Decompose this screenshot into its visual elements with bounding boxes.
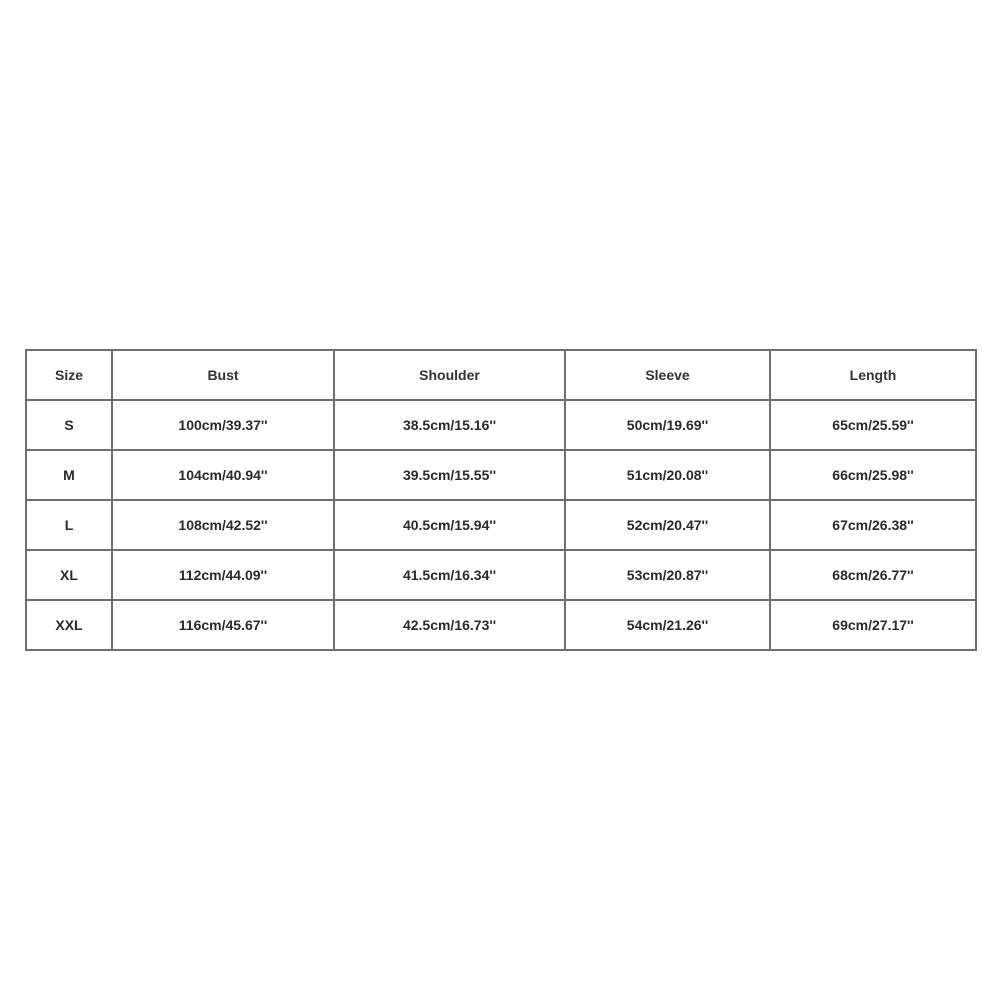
- cell-sleeve: 54cm/21.26'': [565, 600, 770, 650]
- table-header-row: [26, 350, 976, 400]
- cell-size: XXL: [26, 600, 112, 650]
- cell-sleeve: 53cm/20.87'': [565, 550, 770, 600]
- cell-length: 66cm/25.98'': [770, 450, 976, 500]
- table-row: [26, 400, 976, 450]
- cell-shoulder: 38.5cm/15.16'': [334, 400, 565, 450]
- header-bust: Bust: [112, 350, 334, 400]
- table-row: [26, 500, 976, 550]
- cell-length: 69cm/27.17'': [770, 600, 976, 650]
- table-row: [26, 600, 976, 650]
- cell-bust: 116cm/45.67'': [112, 600, 334, 650]
- cell-length: 65cm/25.59'': [770, 400, 976, 450]
- cell-length: 67cm/26.38'': [770, 500, 976, 550]
- cell-sleeve: 50cm/19.69'': [565, 400, 770, 450]
- cell-sleeve: 52cm/20.47'': [565, 500, 770, 550]
- cell-bust: 108cm/42.52'': [112, 500, 334, 550]
- cell-size: S: [26, 400, 112, 450]
- cell-size: M: [26, 450, 112, 500]
- cell-size: XL: [26, 550, 112, 600]
- cell-shoulder: 39.5cm/15.55'': [334, 450, 565, 500]
- table-row: [26, 450, 976, 500]
- cell-sleeve: 51cm/20.08'': [565, 450, 770, 500]
- header-size: Size: [26, 350, 112, 400]
- table-row: [26, 550, 976, 600]
- cell-shoulder: 41.5cm/16.34'': [334, 550, 565, 600]
- header-length: Length: [770, 350, 976, 400]
- size-chart-table: [25, 349, 977, 651]
- cell-bust: 100cm/39.37'': [112, 400, 334, 450]
- cell-shoulder: 40.5cm/15.94'': [334, 500, 565, 550]
- header-sleeve: Sleeve: [565, 350, 770, 400]
- cell-length: 68cm/26.77'': [770, 550, 976, 600]
- cell-bust: 112cm/44.09'': [112, 550, 334, 600]
- header-shoulder: Shoulder: [334, 350, 565, 400]
- cell-shoulder: 42.5cm/16.73'': [334, 600, 565, 650]
- cell-bust: 104cm/40.94'': [112, 450, 334, 500]
- cell-size: L: [26, 500, 112, 550]
